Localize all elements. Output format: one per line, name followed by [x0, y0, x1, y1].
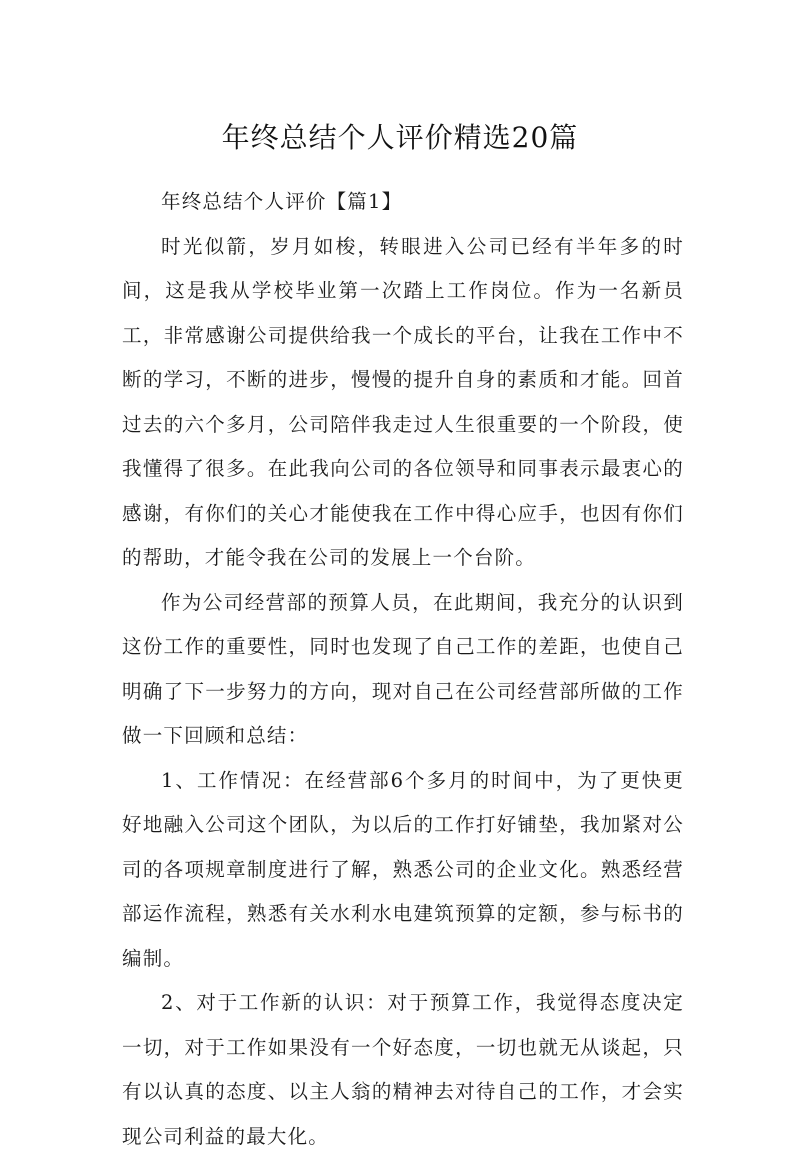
section-heading: 年终总结个人评价【篇1】 [161, 190, 403, 213]
document-title: 年终总结个人评价精选20篇 [221, 120, 579, 154]
paragraph-2: 作为公司经营部的预算人员，在此期间，我充分的认识到这份工作的重要性，同时也发现了自己工作的差距，也使自己明确了下一步努力的方向，现对自己在公司经营部所做的工作做一下回顾和总结： [122, 590, 684, 747]
paragraph-3: 1、工作情况：在经营部6个多月的时间中，为了更快更好地融入公司这个团队，为以后的工作打好铺垫，我加紧对公司的各项规章制度进行了解，熟悉公司的企业文化。熟悉经营部运作流程，熟悉有关水利水电建筑预算的定额，参与标书的编制。 [122, 768, 684, 970]
document-body [122, 180, 684, 1159]
paragraph-4: 2、对于工作新的认识：对于预算工作，我觉得态度决定一切，对于工作如果没有一个好态度，一切也就无从谈起，只有以认真的态度、以主人翁的精神去对待自己的工作，才会实现公司利益的最大化。 [122, 991, 684, 1148]
paragraph-1: 时光似箭，岁月如梭，转眼进入公司已经有半年多的时间，这是我从学校毕业第一次踏上工作岗位。作为一名新员工，非常感谢公司提供给我一个成长的平台，让我在工作中不断的学习，不断的进步，慢慢的提升自身的素质和才能。回首过去的六个多月，公司陪伴我走过人生很重要的一个阶段，使我懂得了很多。在此我向公司的各位领导和同事表示最衷心的感谢，有你们的关心才能使我在工作中得心应手，也因有你们的帮助，才能令我在公司的发展上一个台阶。 [122, 234, 684, 569]
